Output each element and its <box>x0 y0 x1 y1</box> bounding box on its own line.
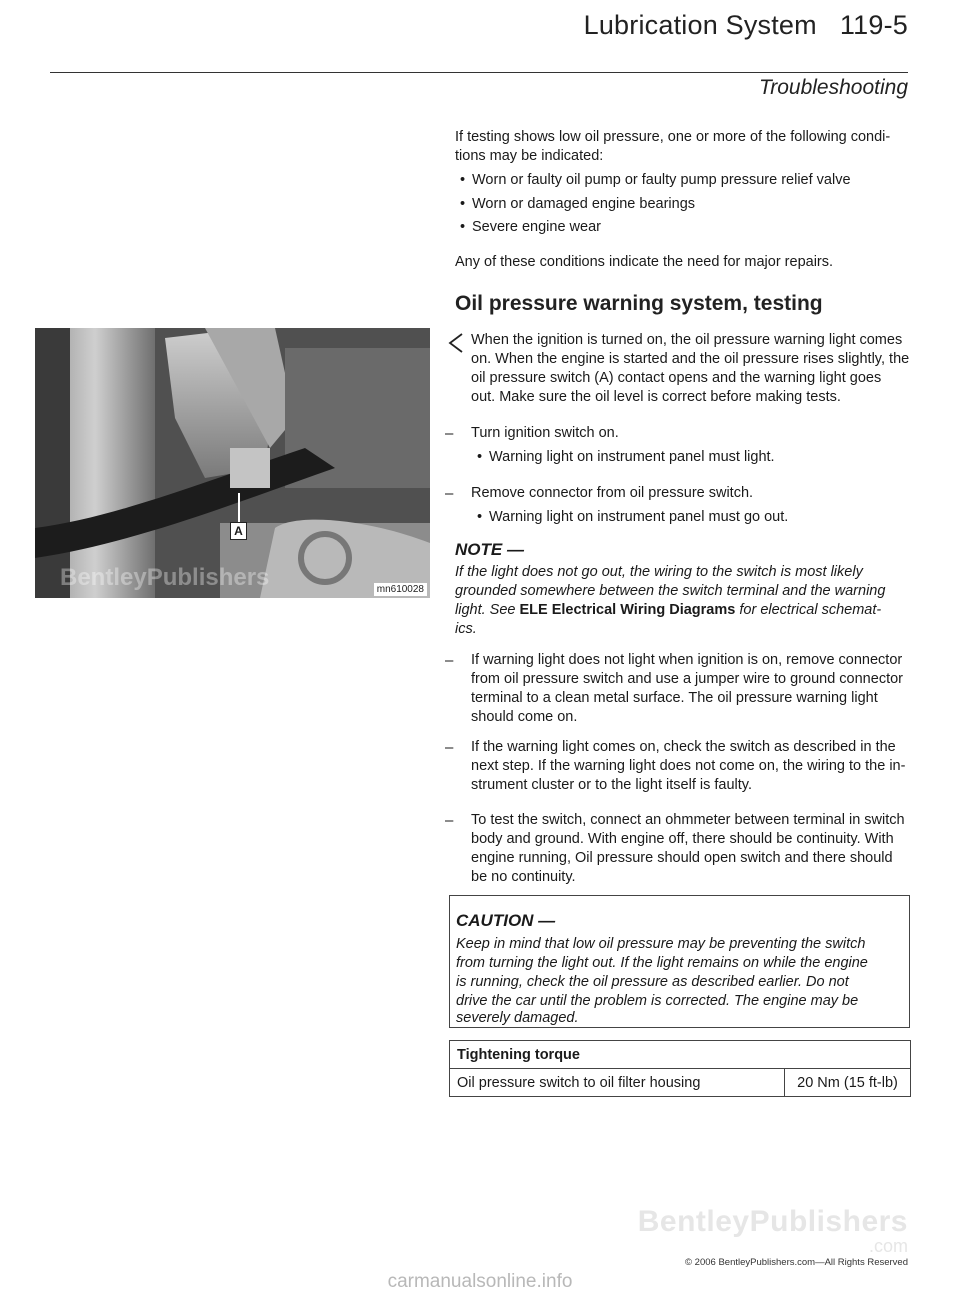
intro-bullet <box>460 218 601 237</box>
section-desc-line: oil pressure switch (A) contact opens and the warning light goes <box>471 370 882 386</box>
intro-line-1: If testing shows low oil pressure, one or more of the following condi- <box>455 129 891 145</box>
publisher-logo: BentleyPublishers <box>637 1205 908 1238</box>
step-line: If warning light does not light when ignition is on, remove connector <box>471 652 903 668</box>
step-line: If the warning light comes on, check the switch as described in the <box>471 739 896 755</box>
publisher-logo-com: .com <box>868 1236 908 1256</box>
intro-line-2: tions may be indicated: <box>455 148 604 164</box>
step-line: next step. If the warning light does not come on, the wiring to the in- <box>471 758 906 774</box>
table-cell-value: 20 Nm (15 ft-lb) <box>785 1069 911 1097</box>
table-header-row <box>450 1041 911 1069</box>
header-rule <box>50 72 908 73</box>
section-desc-line: on. When the engine is started and the oil pressure rises slightly, the <box>471 351 910 367</box>
step-line: should come on. <box>471 709 578 725</box>
engine-photo <box>35 328 430 598</box>
site-watermark: carmanualsonline.info <box>387 1271 573 1292</box>
engine-photo-illustration <box>35 328 430 598</box>
step-line: To test the switch, connect an ohmmeter between terminal in switch <box>471 812 905 828</box>
step-dash: – <box>445 652 454 669</box>
note-text: for electrical schemat- <box>735 602 882 618</box>
note-line: If the light does not go out, the wiring to the switch is most likely <box>455 564 863 580</box>
step-line: be no continuity. <box>471 869 576 885</box>
callout-label-a: A <box>230 522 247 540</box>
page-header-subtitle: Troubleshooting <box>758 76 908 99</box>
table-header-cell: Tightening torque <box>450 1041 911 1069</box>
step-text: Remove connector from oil pressure switch. <box>471 485 754 501</box>
note-line <box>455 601 881 620</box>
note-text: light. See <box>455 602 520 618</box>
step-line: terminal to a clean metal surface. The oil pressure warning light <box>471 690 878 706</box>
torque-table <box>449 1040 911 1097</box>
note-reference: ELE Electrical Wiring Diagrams <box>519 602 736 618</box>
photo-watermark: BentleyPublishers <box>60 564 270 591</box>
intro-bullet <box>460 171 851 190</box>
copyright-notice: © 2006 BentleyPublishers.com—All Rights Reserved <box>685 1257 908 1268</box>
note-heading: NOTE — <box>455 540 524 559</box>
intro-bullet <box>460 195 696 214</box>
step-dash: – <box>445 485 454 502</box>
bullet-dot-icon: • <box>477 449 483 465</box>
step-sub-text: Warning light on instrument panel must go out. <box>489 509 789 525</box>
caution-heading: CAUTION — <box>456 911 556 930</box>
photo-code: mn610028 <box>374 583 427 596</box>
caution-line: severely damaged. <box>456 1010 579 1026</box>
step-line: strument cluster or to the light itself is faulty. <box>471 777 752 793</box>
section-heading: Oil pressure warning system, testing <box>455 292 823 315</box>
step-dash: – <box>445 739 454 756</box>
intro-summary: Any of these conditions indicate the need for major repairs. <box>455 254 834 270</box>
section-desc-line: When the ignition is turned on, the oil pressure warning light comes <box>471 332 903 348</box>
table-cell-item: Oil pressure switch to oil filter housing <box>450 1069 785 1097</box>
intro-bullet-text: Worn or faulty oil pump or faulty pump pressure relief valve <box>472 172 851 188</box>
bullet-dot-icon: • <box>460 196 466 212</box>
bullet-dot-icon: • <box>460 172 466 188</box>
bullet-dot-icon: • <box>460 219 466 235</box>
caution-line: from turning the light out. If the light remains on while the engine <box>456 955 868 971</box>
step-line: body and ground. With engine off, there should be continuity. With <box>471 831 894 847</box>
caution-line: is running, check the oil pressure as described earlier. Do not <box>456 974 849 990</box>
caution-line: drive the car until the problem is corrected. The engine may be <box>456 993 859 1009</box>
bullet-dot-icon: • <box>477 509 483 525</box>
step-dash: – <box>445 425 454 442</box>
table-row <box>450 1069 911 1097</box>
step-sub-text: Warning light on instrument panel must light. <box>489 449 775 465</box>
note-line: ics. <box>455 621 477 637</box>
section-desc-line: out. Make sure the oil level is correct before making tests. <box>471 389 841 405</box>
intro-bullet-text: Worn or damaged engine bearings <box>472 196 696 212</box>
step-sub-bullet <box>477 448 775 467</box>
caution-line: Keep in mind that low oil pressure may be preventing the switch <box>456 936 866 952</box>
step-text: Turn ignition switch on. <box>471 425 619 441</box>
step-line: engine running, Oil pressure should open switch and there should <box>471 850 893 866</box>
step-line: from oil pressure switch and use a jumper wire to ground connector <box>471 671 903 687</box>
page-header-title: Lubrication System 119-5 <box>583 10 908 40</box>
step-sub-bullet <box>477 508 789 527</box>
step-dash: – <box>445 812 454 829</box>
note-line: grounded somewhere between the switch terminal and the warning <box>455 583 886 599</box>
intro-bullet-text: Severe engine wear <box>472 219 601 235</box>
left-pointer-icon <box>448 333 464 353</box>
